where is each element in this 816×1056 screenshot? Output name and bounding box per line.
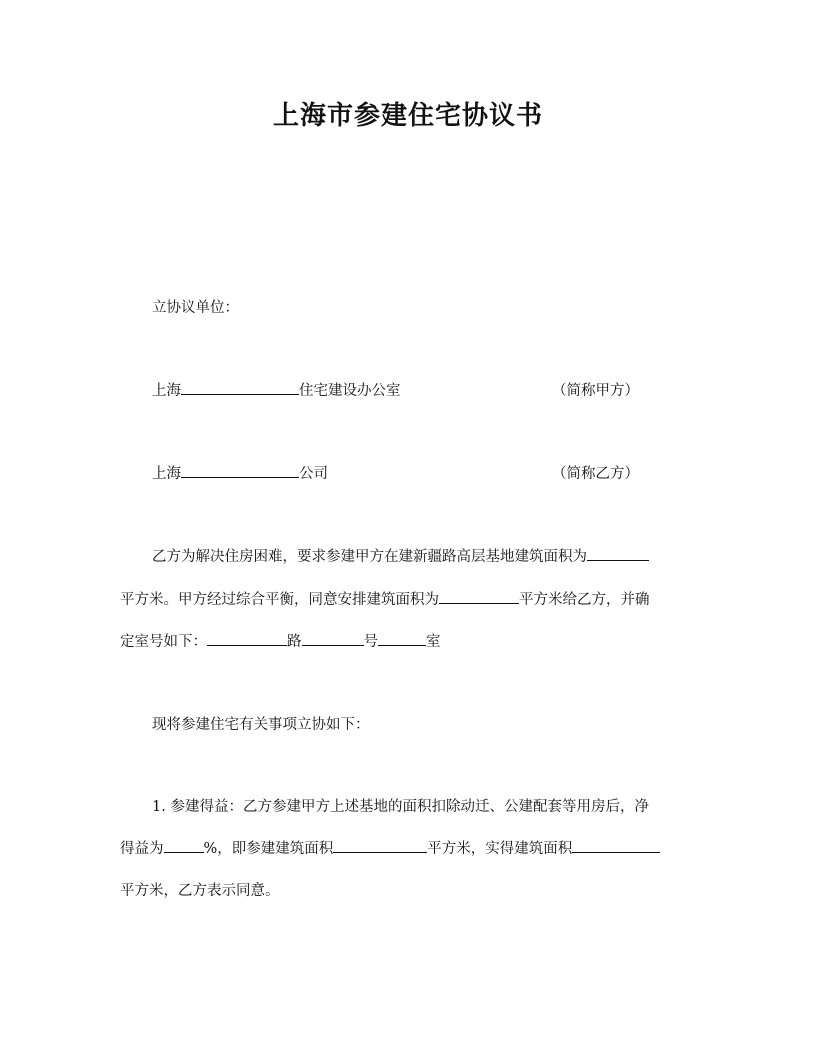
intro-text-number: 号 xyxy=(363,634,378,650)
terms-intro: 现将参建住宅有关事项立协如下： xyxy=(152,717,370,733)
intro-text-room: 室 xyxy=(426,634,441,650)
actual-area-blank xyxy=(572,839,660,853)
intro-line-1 xyxy=(152,547,649,567)
party-a-suffix: 住宅建设办公室 xyxy=(299,383,401,399)
party-b-line xyxy=(152,464,328,484)
intro-text-1: 乙方为解决住房困难，要求参建甲方在建新疆路高层基地建筑面积为 xyxy=(152,549,587,565)
benefit-percent-blank xyxy=(164,839,204,853)
intro-text-2a: 平方米。甲方经过综合平衡，同意安排建筑面积为 xyxy=(120,592,439,608)
base-area-blank xyxy=(587,547,649,561)
intro-text-road: 路 xyxy=(287,634,302,650)
room-blank xyxy=(378,632,426,646)
party-b-suffix: 公司 xyxy=(299,466,328,482)
party-a-alias: （简称甲方） xyxy=(552,383,639,399)
clause-1-text-2b: %，即参建建筑面积 xyxy=(203,841,334,857)
number-blank xyxy=(302,632,364,646)
party-b-prefix: 上海 xyxy=(152,466,181,482)
clause-1-text-2c: 平方米，实得建筑面积 xyxy=(427,841,573,857)
intro-text-2b: 平方米给乙方，并确 xyxy=(519,592,650,608)
parties-heading: 立协议单位： xyxy=(152,300,239,316)
party-b-name-blank xyxy=(181,464,299,478)
party-b-alias: （简称乙方） xyxy=(552,466,639,482)
road-blank xyxy=(207,632,287,646)
clause-1-line-3: 平方米，乙方表示同意。 xyxy=(120,883,280,899)
clause-1-line-1: 1. 参建得益：乙方参建甲方上述基地的面积扣除动迁、公建配套等用房后，净 xyxy=(152,799,649,815)
intro-line-3 xyxy=(120,632,441,652)
document-title: 上海市参建住宅协议书 xyxy=(272,101,543,131)
clause-1-line-2 xyxy=(120,839,660,859)
intro-text-3a: 定室号如下： xyxy=(120,634,207,650)
party-a-line xyxy=(152,381,401,401)
participation-area-blank xyxy=(333,839,427,853)
allocated-area-blank xyxy=(439,590,519,604)
clause-1-text-2a: 得益为 xyxy=(120,841,164,857)
intro-line-2 xyxy=(120,590,650,610)
party-a-name-blank xyxy=(181,381,299,395)
party-a-prefix: 上海 xyxy=(152,383,181,399)
